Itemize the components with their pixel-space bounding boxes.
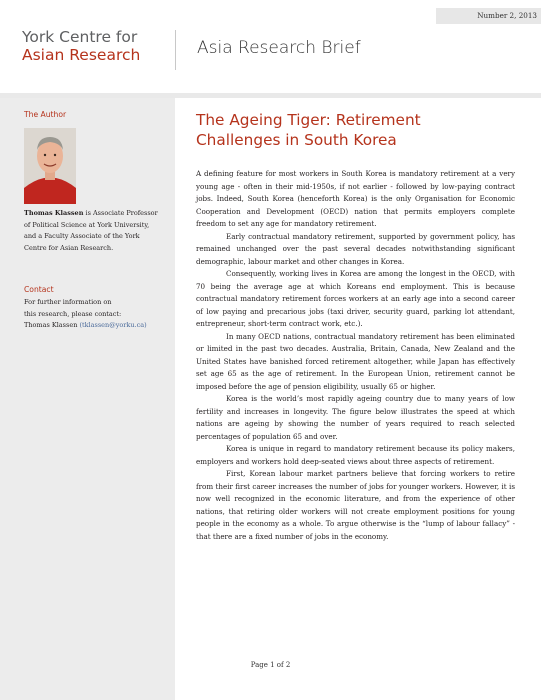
paragraph: Korea is unique in regard to mandatory retirement because its policy makers, employers and workers hold deep-seated views about three aspects of retirement. (196, 444, 515, 466)
contact-email-link[interactable]: (tklassen@yorku.ca) (79, 321, 147, 330)
brand-logo (22, 28, 172, 64)
page-number: Page 1 of 2 (250, 661, 291, 669)
contact-line-1: For further information on (24, 298, 112, 306)
issue-number: Number 2, 2013 (436, 8, 541, 24)
contact-heading: Contact (24, 285, 54, 294)
paragraph: In many OECD nations, contractual mandatory retirement has been eliminated or limited in the past two decades. Australia, Britain, Canada, New Zealand and the United States have banished forced retirement altogether, while Japan has effectively set age 65 as the age of retirement. In the European Union, retirement cannot be imposed before the age of pension eligibility, usually 65 or higher. (196, 331, 515, 391)
author-bio (24, 208, 162, 255)
brand-line-2: Asian Research (22, 46, 141, 64)
author-portrait-icon (24, 128, 76, 204)
series-title: Asia Research Brief (197, 38, 361, 58)
author-heading: The Author (24, 110, 67, 119)
article-title (196, 110, 516, 150)
sidebar (0, 98, 175, 700)
contact-line-3 (24, 320, 169, 332)
contact-name: Thomas Klassen (24, 321, 80, 330)
paragraph: First, Korean labour market partners believe that forcing workers to retire from their first career increases the number of jobs for younger workers. However, it is now well recognized in the economic literature, and from the experience of other nations, that retiring older workers will not create employment positions for young people in the economy as a whole. To argue otherwise is the “lump of labour fallacy” - that there are a fixed number of jobs in the economy. (196, 469, 515, 541)
contact-info (24, 297, 169, 332)
author-photo (24, 128, 76, 204)
article-title-line-1: The Ageing Tiger: Retirement (196, 111, 421, 129)
author-bio-text: is Associate Professor of Political Science at York University, and a Faculty Associate of the York Centre for Asian Research. (24, 209, 158, 253)
paragraph: Consequently, working lives in Korea are among the longest in the OECD, with 70 being the average age at which Koreans end employment. This is because contractual mandatory retirement forces workers at an early age into a second career of low paying and precarious jobs (taxi driver, security guard, parking lot attendant, entrepreneur, short-term contract work, etc.). (196, 269, 515, 328)
paragraph: A defining feature for most workers in South Korea is mandatory retirement at a very young age - often in their mid-1950s, if not earlier - followed by low-paying contract jobs. Indeed, South Korea (henceforth Korea) is the only Organisation for Economic Cooperation and Development (OECD) nation that permits employers complete freedom to set any age for mandatory retirement. (196, 169, 515, 228)
author-name: Thomas Klassen (24, 209, 84, 217)
article-title-line-2: Challenges in South Korea (196, 131, 397, 149)
paragraph: Early contractual mandatory retirement, supported by government policy, has remained unchanged over the past several decades notwithstanding significant demographic, labour market and other changes in Korea. (196, 231, 515, 266)
paragraph: Korea is the world’s most rapidly ageing country due to many years of low fertility and increases in longevity. The figure below illustrates the speed at which nations are ageing by showing the number of years required to reach selected percentages of population 65 and over. (196, 394, 515, 441)
contact-line-2: this research, please contact: (24, 309, 122, 318)
header-divider (175, 30, 176, 70)
brand-line-1: York Centre for (22, 28, 138, 46)
article-body (196, 168, 515, 543)
